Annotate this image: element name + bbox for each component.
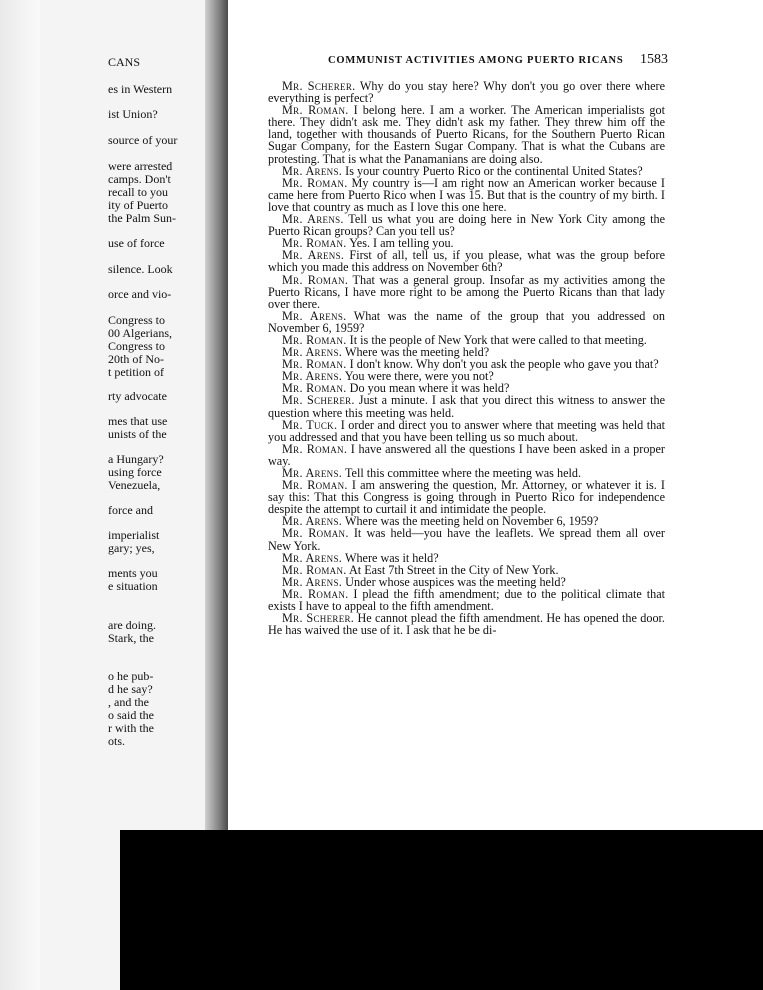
speech-text: Where was the meeting held on November 6, 1959? (342, 514, 599, 529)
left-page-fragment: a Hungary? (108, 452, 164, 466)
speaker-name: Mr. Arens. (282, 550, 343, 565)
speaker-name: Mr. Arens. (282, 163, 343, 178)
speaker-name: Mr. Arens. (282, 248, 345, 263)
speaker-name: Mr. Roman. (282, 526, 349, 541)
speaker-name: Mr. Scherer. (282, 393, 355, 408)
left-page-fragment: 00 Algerians, (108, 326, 172, 340)
speaker-name: Mr. Arens. (282, 345, 343, 360)
left-page-fragment: Stark, the (108, 631, 154, 645)
left-page-fragment: silence. Look (108, 262, 173, 276)
scan-background (120, 830, 763, 990)
left-page-fragment: ity of Puerto (108, 198, 168, 212)
speaker-name: Mr. Roman. (282, 357, 347, 372)
left-page-fragment: imperialist (108, 528, 160, 542)
speaker-name: Mr. Roman. (282, 272, 349, 287)
left-page-fragment: r with the (108, 721, 154, 735)
left-page-fragment: recall to you (108, 185, 168, 199)
speech-text: Where was the meeting held? (342, 345, 490, 360)
page-number: 1583 (640, 52, 668, 67)
speech-text: I plead the fifth amendment; due to the political climate that exists I have to appeal to the fifth amendment. (268, 586, 665, 614)
speech-text: Where was it held? (342, 550, 439, 565)
speech-text: I don't know. Why don't you ask the people who gave you that? (346, 357, 659, 372)
left-page-fragment: Venezuela, (108, 478, 161, 492)
left-page-fragment: , and the (108, 695, 149, 709)
speech-text: Why do you stay here? Why don't you go over there where everything is perfect? (268, 79, 665, 106)
left-page-fragment: Congress to (108, 313, 165, 327)
speech-text: Yes. I am telling you. (346, 236, 454, 251)
testimony-paragraph (268, 443, 665, 467)
speaker-name: Mr. Arens. (282, 514, 343, 529)
left-page-fragment: o he pub- (108, 669, 154, 683)
speech-text: I am answering the question, Mr. Attorney, or whatever it is. I say this: That this Congress is going through in Puerto Rico for independence despite the attempt to curtail it and intimidate the people. (268, 478, 665, 517)
speaker-name: Mr. Arens. (282, 466, 343, 480)
testimony-paragraph (268, 394, 665, 418)
left-page-fragment: were arrested (108, 159, 173, 173)
speaker-name: Mr. Arens. (282, 212, 344, 227)
speaker-name: Mr. Roman. (282, 236, 347, 251)
speech-text: Do you mean where it was held? (346, 381, 510, 396)
speech-text: I order and direct you to answer where that meeting was held that you addressed and that you have been telling us so much about. (268, 417, 665, 444)
left-page-fragment: using force (108, 465, 162, 479)
left-page-fragment: the Palm Sun- (108, 211, 176, 225)
left-page-fragment: use of force (108, 236, 165, 250)
left-page-fragment: t petition of (108, 365, 164, 379)
speaker-name: Mr. Scherer. (282, 79, 356, 93)
speech-text: It is the people of New York that were called to that meeting. (346, 332, 647, 347)
speech-text: Tell this committee where the meeting was held. (342, 466, 582, 480)
testimony-paragraph (268, 274, 665, 310)
left-page-edge (0, 0, 40, 990)
testimony-paragraph (268, 80, 665, 104)
speaker-name: Mr. Tuck. (282, 417, 338, 432)
speech-text: He cannot plead the fifth amendment. He has opened the door. He has waived the use of it. I ask that he be di- (268, 611, 665, 638)
speech-text: I belong here. I am a worker. The American imperialists got there. They didn't ask me. They didn't ask my father. They threw him off the land, together with thousands of Puerto Ricans, for the Southern Puerto Rican Sugar Company, for the Eastern Sugar Company. That is what the Cubans are protesting. That is what the Panamanians are doing also. (268, 103, 665, 166)
speech-text: What was the name of the group that you addressed on November 6, 1959? (268, 308, 665, 335)
speech-text: First of all, tell us, if you please, what was the group before which you made this address on November 6th? (268, 248, 665, 275)
left-page-fragment: d he say? (108, 682, 153, 696)
speaker-name: Mr. Roman. (282, 332, 347, 347)
left-page-fragment: CANS (108, 55, 141, 69)
testimony-body (268, 80, 665, 636)
speaker-name: Mr. Roman. (282, 103, 349, 118)
speech-text: You were there, were you not? (342, 369, 494, 384)
testimony-paragraph (268, 310, 665, 334)
speaker-name: Mr. Roman. (282, 381, 347, 396)
left-page-fragment: ist Union? (108, 107, 158, 121)
left-page-fragment: o said the (108, 708, 154, 722)
speech-text: Just a minute. I ask that you direct this witness to answer the question where this meeting was held. (268, 393, 665, 420)
testimony-paragraph (268, 213, 665, 237)
left-page-fragment: ots. (108, 734, 126, 748)
left-page-fragment: orce and vio- (108, 287, 172, 301)
speaker-name: Mr. Scherer. (282, 611, 355, 626)
testimony-paragraph (268, 588, 665, 612)
speech-text: At East 7th Street in the City of New York. (346, 562, 559, 577)
testimony-paragraph (268, 419, 665, 443)
speech-text: Is your country Puerto Rico or the continental United States? (342, 163, 643, 178)
speaker-name: Mr. Roman. (282, 441, 348, 456)
testimony-paragraph (268, 177, 665, 213)
testimony-paragraph (268, 104, 665, 164)
left-page-fragment: Congress to (108, 339, 165, 353)
left-page-fragment: unists of the (108, 427, 167, 441)
speaker-name: Mr. Roman. (282, 562, 347, 577)
speaker-name: Mr. Arens. (282, 308, 347, 323)
testimony-paragraph (268, 479, 665, 515)
left-page-fragment: mes that use (108, 414, 168, 428)
testimony-paragraph (268, 527, 665, 551)
running-header (268, 52, 668, 68)
left-page-fragment: gary; yes, (108, 541, 155, 555)
left-page-fragment: rty advocate (108, 389, 167, 403)
speech-text: It was held—you have the leaflets. We spread them all over New York. (268, 526, 665, 553)
speech-text: I have answered all the questions I have been asked in a proper way. (268, 441, 665, 468)
speech-text: Under whose auspices was the meeting held? (342, 574, 566, 589)
speech-text: My country is—I am right now an American worker because I came here from Puerto Rico when I was 15. But that is the country of my birth. I love that country as much as I love this one here. (268, 175, 665, 214)
testimony-paragraph (268, 612, 665, 636)
speech-text: That was a general group. Insofar as my activities among the Puerto Ricans, I have more right to be among the Puerto Ricans than that lady over there. (268, 272, 665, 311)
left-page-fragment: are doing. (108, 618, 156, 632)
left-page-fragment: 20th of No- (108, 352, 164, 366)
speaker-name: Mr. Roman. (282, 175, 348, 190)
speaker-name: Mr. Arens. (282, 369, 343, 384)
speaker-name: Mr. Roman. (282, 478, 348, 493)
speaker-name: Mr. Arens. (282, 574, 343, 589)
speech-text: Tell us what you are doing here in New York City among the Puerto Rican groups? Can you tell us? (268, 212, 665, 239)
testimony-paragraph (268, 249, 665, 273)
left-page-fragment: ments you (108, 566, 158, 580)
left-page-fragment: e situation (108, 579, 158, 593)
speaker-name: Mr. Roman. (282, 586, 349, 601)
left-page-fragment: camps. Don't (108, 172, 171, 186)
left-page-fragment: es in Western (108, 82, 173, 96)
left-page-fragment: source of your (108, 133, 178, 147)
left-page-fragment: force and (108, 503, 153, 517)
running-title: COMMUNIST ACTIVITIES AMONG PUERTO RICANS (328, 55, 624, 66)
